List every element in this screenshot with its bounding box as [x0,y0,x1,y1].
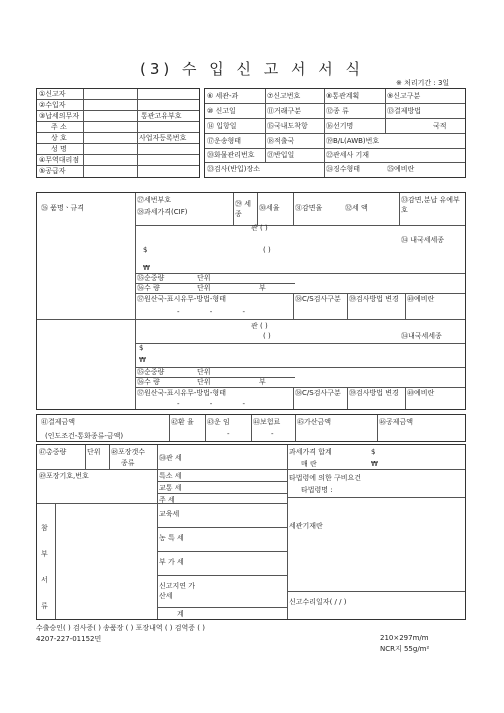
bu-1: 부 [259,284,266,292]
dollar-2: $ [139,344,144,352]
total-weight: ㊼총중량 [39,448,67,456]
liquor-tax: 주 세 [159,496,175,504]
bu-2: 부 [259,378,266,386]
col-reduce: ㉛감면율 [295,204,323,212]
applicant-block [36,88,200,178]
r5c1: ㉔징수형태 [326,165,361,173]
qty-1: ㊱수 량 [137,284,160,292]
r5c0: ㉓검사(반입)장소 [207,165,261,173]
col-rate: ㉚세율 [259,204,280,212]
penalty-tax: 신고지연 가산세 [159,582,196,600]
taxable-total: 과세가격 합계 [289,448,332,456]
field-importer: ②수입자 [39,101,66,109]
customs-duty: ㊿관 세 [159,454,182,462]
cs-1: ㊳C/S검사구분 [295,295,341,303]
unit-2: 단위 [197,368,211,376]
add-amount: ㊺가산금액 [297,418,332,426]
field-taxpayer: ③납세의무자 [39,112,80,120]
attachments-line: 수출승인( ) 검사증( ) 송품장 ( ) 포장내역 ( ) 검역증 ( ) [36,624,205,632]
unit2-2: 단위 [197,378,211,386]
other-law: 타법령에 의한 구비요건 [289,474,362,482]
customs-block [204,88,466,178]
field-supplier: ⑤공급자 [39,167,66,175]
r4c0: ⑳화물관리번호 [207,151,255,159]
pay-amount: ㊶결제금액 [41,418,76,426]
r3c2: ⑲B/L(AWB)번호 [326,137,380,145]
dollar-1: $ [143,246,148,254]
form-title: (3) 수 입 신 고 서 서 식 [139,60,365,78]
paren-2: ( ) [263,332,271,340]
qty-2: ㊱수 량 [137,378,160,386]
rural-tax: 농 특 세 [159,534,184,542]
field-name: 성 명 [51,145,67,153]
paper-size: 210×297m/m [380,634,429,642]
spare-2: ㊵예비란 [407,389,435,397]
origin-2: ㊲원산국-표시유무-방법-형태 [137,389,226,397]
insurance-dash: - [271,430,274,438]
r1c0: ⑩ 신고일 [207,107,236,115]
origin-dash-1: - - - [177,308,260,316]
freight: ㊸운 임 [207,418,230,426]
col-reduce-code: ㉝감면,분납 유예부호 [401,196,460,214]
cs-2: ㊳C/S검사구분 [295,389,341,397]
field-agent: ④무역대리점 [39,156,80,164]
ref-docs: 참 부 서 류 [41,524,48,610]
deduct-amount: ㊻공제금액 [379,418,414,426]
r1c1: ⑪거래구분 [267,107,302,115]
col-hs: ㉗세번부호 [137,196,172,204]
spare-1: ㊵예비란 [407,295,435,303]
field-declarant: ①신고자 [39,90,66,98]
packages: ㊽포장갯수 [111,448,146,456]
r1c2: ⑫종 류 [326,107,349,115]
r0c1: ⑦신고번호 [267,92,301,100]
education-tax: 교육세 [159,510,180,518]
col-kind: ㉙ 세종 [235,200,251,218]
paper-type: NCR지 55g/m² [380,645,430,653]
r3c0: ⑰운송형태 [207,137,242,145]
r0c0: ⑥ 세관-과 [207,92,239,100]
r3c1: ⑱적출국 [267,137,295,145]
origin-dash-2: - - - [177,400,260,408]
package-kind: 종류 [121,459,135,467]
freight-dash: - [227,430,230,438]
settlement-row [36,414,466,442]
taxable-won: 매 란 [301,460,317,468]
processing-period: ※ 처리기간 : 3일 [396,79,450,87]
col-name: ㉖ 품명ㆍ규격 [41,204,85,212]
r5c2: ㉕예비란 [387,165,415,173]
r2c1: ⑮국내도착항 [267,122,308,130]
vat: 부 가 세 [159,558,184,566]
won-2: ₩ [139,356,146,364]
origin-1: ㊲원산국-표시유무-방법-형태 [137,295,226,303]
r0c2: ⑧통관계획 [326,92,360,100]
r2c0: ⑭ 입항일 [207,122,237,130]
paren-1: ( ) [263,246,271,254]
gwan-2: 관 ( ) [251,322,268,330]
insp-1: ㊴검사방법 변경 [349,295,399,303]
r1c3: ⑬결제방법 [387,107,422,115]
r2c3: 국적 [433,122,447,130]
tax-sum: 계 [177,610,184,618]
field-address: 주 소 [51,123,67,131]
r0c3: ⑨신고구분 [387,92,421,100]
net-weight-1: ㉟순중량 [137,274,165,282]
accept-date: 신고수리일자( / / ) [289,598,347,606]
form-code: 4207-227-01152민 [36,635,102,643]
other-law-name: 타법령명 : [301,486,333,494]
inner-tax-2: ㉞내국세세종 [401,332,442,340]
insp-2: ㊴검사방법 변경 [349,389,399,397]
total-unit: 단위 [87,448,101,456]
field-bizno: 사업자등록번호 [139,134,187,142]
field-company: 상 호 [51,134,67,142]
net-weight-2: ㉟순중량 [137,368,165,376]
r4c1: ㉑반입일 [267,151,295,159]
totals-section [36,444,466,620]
pay-sub: (인도조건-통화종류-금액) [45,432,124,440]
items-table [36,192,466,410]
insurance: ㊹보험료 [253,418,281,426]
inner-tax-1: ㉞ 내국세세종 [401,236,445,244]
col-taxable: ㉘과세가격(CIF) [137,208,188,216]
customs-note: 세관기재란 [289,522,323,530]
fx-rate: ㊷환 율 [171,418,194,426]
gwan-1: 관 ( ) [251,224,268,232]
r4c2: ㉒관세사 기재 [326,151,370,159]
total-won: ₩ [371,460,378,468]
unit-1: 단위 [197,274,211,282]
won-1: ₩ [143,264,150,272]
traffic-tax: 교통 세 [159,484,182,492]
r2c2: ⑯선기명 [326,122,354,130]
total-dollar: $ [371,448,376,456]
field-customs-id: 통관고유부호 [141,112,182,120]
unit2-1: 단위 [197,284,211,292]
col-amount: ㉜세 액 [345,204,368,212]
package-no: ㊾포장기호,번호 [39,472,89,480]
special-tax: 특소 세 [159,472,182,480]
